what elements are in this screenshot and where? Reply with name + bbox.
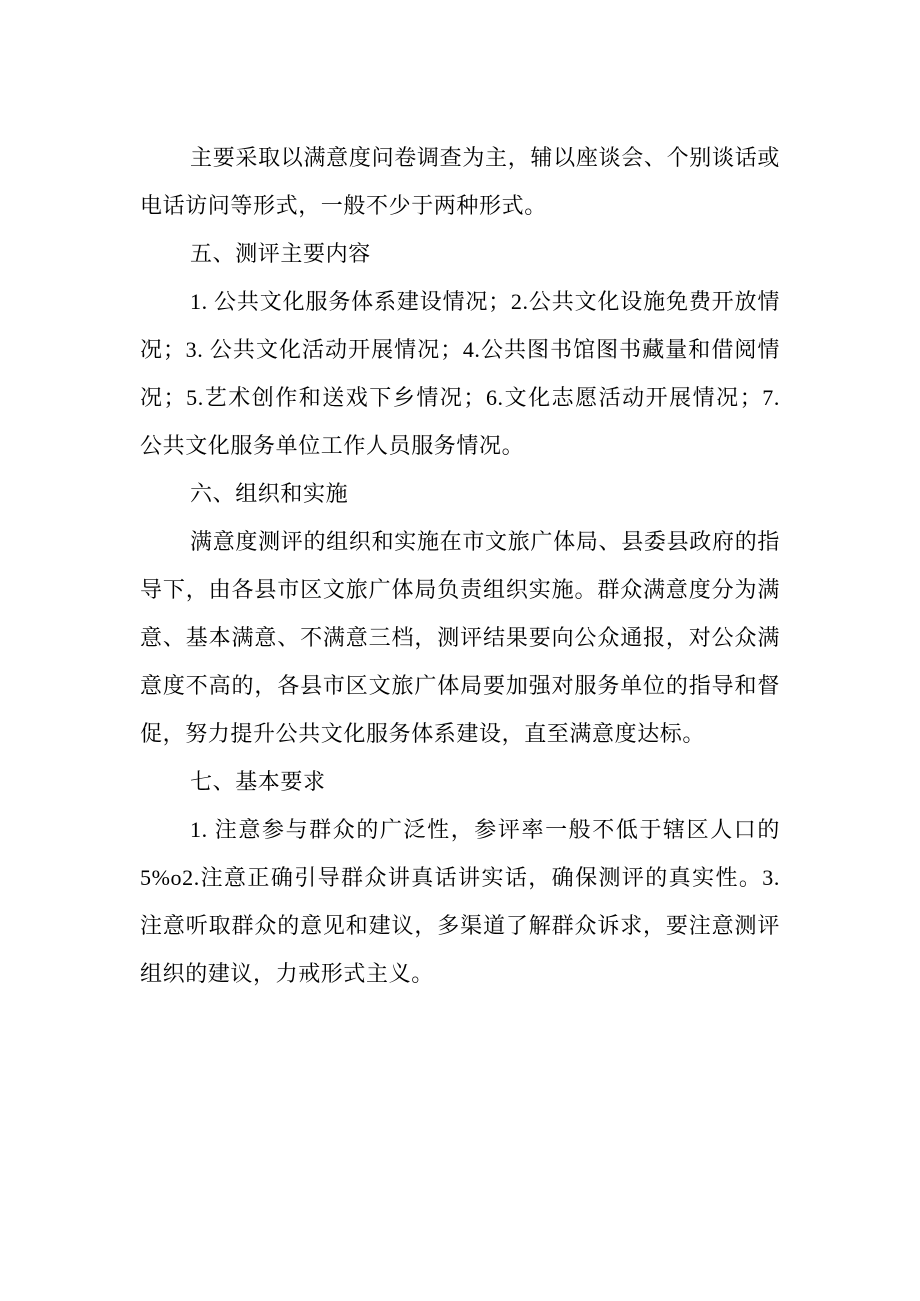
section-heading-6: 六、组织和实施 xyxy=(190,481,349,506)
paragraph-line: 意度不高的，各县市区文旅广体局要加强对服务单位的指导和督 xyxy=(140,673,780,698)
paragraph-line: 满意度测评的组织和实施在市文旅广体局、县委县政府的指 xyxy=(190,529,780,554)
paragraph-line: 促，努力提升公共文化服务体系建设，直至满意度达标。 xyxy=(140,721,706,746)
section-7-paragraph xyxy=(140,806,780,998)
section-6-paragraph xyxy=(140,518,780,758)
intro-paragraph xyxy=(140,134,780,230)
paragraph-line: 况；3. 公共文化活动开展情况；4.公共图书馆图书藏量和借阅情 xyxy=(140,337,780,362)
section-heading-7: 七、基本要求 xyxy=(190,769,326,794)
paragraph-line: 5%o2.注意正确引导群众讲真话讲实话，确保测评的真实性。3. xyxy=(140,865,780,890)
section-5-paragraph xyxy=(140,278,780,470)
document-body xyxy=(140,134,780,998)
paragraph-line: 电话访问等形式，一般不少于两种形式。 xyxy=(140,193,547,218)
paragraph-line: 注意听取群众的意见和建议，多渠道了解群众诉求，要注意测评 xyxy=(140,913,780,938)
paragraph-line: 1. 注意参与群众的广泛性，参评率一般不低于辖区人口的 xyxy=(190,817,780,842)
paragraph-line: 公共文化服务单位工作人员服务情况。 xyxy=(140,433,525,458)
paragraph-line: 主要采取以满意度问卷调查为主，辅以座谈会、个别谈话或 xyxy=(190,145,780,170)
section-heading-5: 五、测评主要内容 xyxy=(190,241,371,266)
paragraph-line: 况；5.艺术创作和送戏下乡情况；6.文化志愿活动开展情况；7. xyxy=(140,385,780,410)
paragraph-line: 导下，由各县市区文旅广体局负责组织实施。群众满意度分为满 xyxy=(140,577,780,602)
paragraph-line: 1. 公共文化服务体系建设情况；2.公共文化设施免费开放情 xyxy=(190,289,780,314)
paragraph-line: 组织的建议，力戒形式主义。 xyxy=(140,961,434,986)
paragraph-line: 意、基本满意、不满意三档，测评结果要向公众通报，对公众满 xyxy=(140,625,780,650)
